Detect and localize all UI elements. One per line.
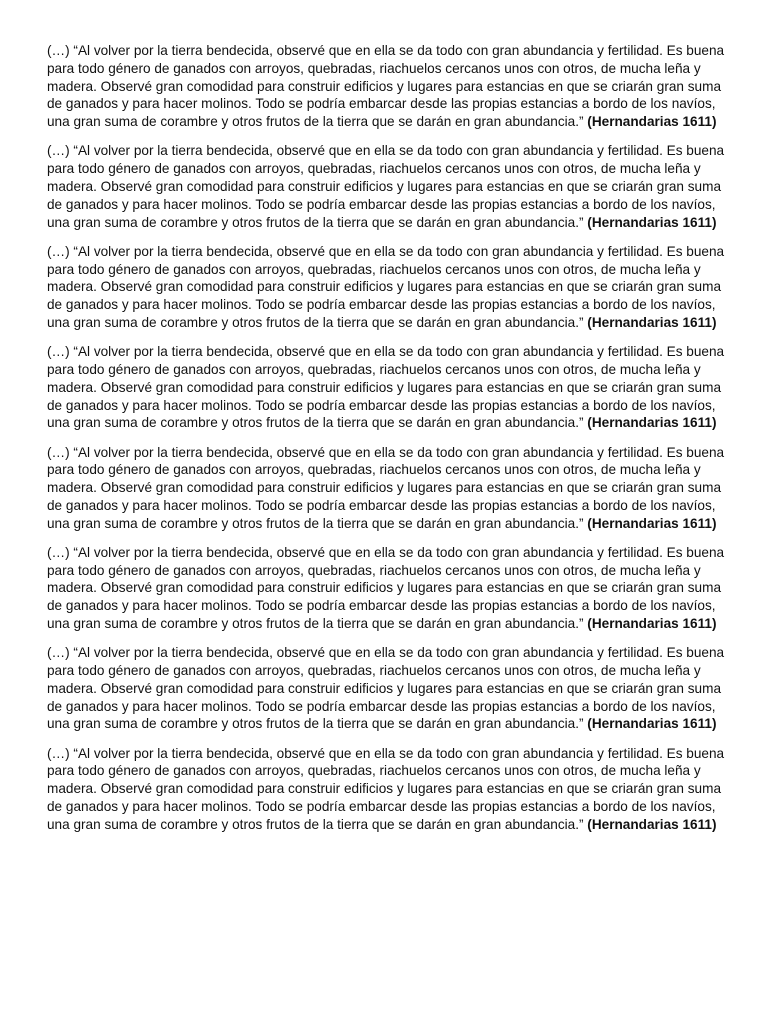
- document-page: [47, 42, 737, 845]
- quote-paragraph-7: [47, 644, 737, 733]
- quote-paragraph-3: [47, 243, 737, 332]
- quote-citation: (Hernandarias 1611): [587, 816, 717, 832]
- quote-citation: (Hernandarias 1611): [587, 515, 717, 531]
- quote-citation: (Hernandarias 1611): [587, 214, 717, 230]
- quote-text: (…) “Al volver por la tierra bendecida, observé que en ella se da todo con gran abundancia y fertilidad. Es buena para todo género de ganados con arroyos, quebradas, riachuelos cercanos unos con otros, de mucha leña y madera. Observé gran comodidad para construir edificios y lugares para estancias en que se criarán gran suma de ganados y para hacer molinos. Todo se podría embarcar desde las propias estancias a bordo de los navíos, una gran suma de corambre y otros frutos de la tierra que se darán en gran abundancia.”: [47, 344, 725, 431]
- quote-citation: (Hernandarias 1611): [587, 415, 717, 431]
- quote-paragraph-1: [47, 42, 737, 131]
- quote-text: (…) “Al volver por la tierra bendecida, observé que en ella se da todo con gran abundancia y fertilidad. Es buena para todo género de ganados con arroyos, quebradas, riachuelos cercanos unos con otros, de mucha leña y madera. Observé gran comodidad para construir edificios y lugares para estancias en que se criarán gran suma de ganados y para hacer molinos. Todo se podría embarcar desde las propias estancias a bordo de los navíos, una gran suma de corambre y otros frutos de la tierra que se darán en gran abundancia.”: [47, 745, 725, 832]
- quote-paragraph-2: [47, 142, 737, 231]
- quote-text: (…) “Al volver por la tierra bendecida, observé que en ella se da todo con gran abundancia y fertilidad. Es buena para todo género de ganados con arroyos, quebradas, riachuelos cercanos unos con otros, de mucha leña y madera. Observé gran comodidad para construir edificios y lugares para estancias en que se criarán gran suma de ganados y para hacer molinos. Todo se podría embarcar desde las propias estancias a bordo de los navíos, una gran suma de corambre y otros frutos de la tierra que se darán en gran abundancia.”: [47, 143, 725, 230]
- quote-citation: (Hernandarias 1611): [587, 716, 717, 732]
- quote-paragraph-5: [47, 444, 737, 533]
- quote-text: (…) “Al volver por la tierra bendecida, observé que en ella se da todo con gran abundancia y fertilidad. Es buena para todo género de ganados con arroyos, quebradas, riachuelos cercanos unos con otros, de mucha leña y madera. Observé gran comodidad para construir edificios y lugares para estancias en que se criarán gran suma de ganados y para hacer molinos. Todo se podría embarcar desde las propias estancias a bordo de los navíos, una gran suma de corambre y otros frutos de la tierra que se darán en gran abundancia.”: [47, 444, 725, 531]
- quote-text: (…) “Al volver por la tierra bendecida, observé que en ella se da todo con gran abundancia y fertilidad. Es buena para todo género de ganados con arroyos, quebradas, riachuelos cercanos unos con otros, de mucha leña y madera. Observé gran comodidad para construir edificios y lugares para estancias en que se criarán gran suma de ganados y para hacer molinos. Todo se podría embarcar desde las propias estancias a bordo de los navíos, una gran suma de corambre y otros frutos de la tierra que se darán en gran abundancia.”: [47, 544, 725, 632]
- quote-text: (…) “Al volver por la tierra bendecida, observé que en ella se da todo con gran abundancia y fertilidad. Es buena para todo género de ganados con arroyos, quebradas, riachuelos cercanos unos con otros, de mucha leña y madera. Observé gran comodidad para construir edificios y lugares para estancias en que se criarán gran suma de ganados y para hacer molinos. Todo se podría embarcar desde las propias estancias a bordo de los navíos, una gran suma de corambre y otros frutos de la tierra que se darán en gran abundancia.”: [47, 243, 725, 330]
- quote-text: (…) “Al volver por la tierra bendecida, observé que en ella se da todo con gran abundancia y fertilidad. Es buena para todo género de ganados con arroyos, quebradas, riachuelos cercanos unos con otros, de mucha leña y madera. Observé gran comodidad para construir edificios y lugares para estancias en que se criarán gran suma de ganados y para hacer molinos. Todo se podría embarcar desde las propias estancias a bordo de los navíos, una gran suma de corambre y otros frutos de la tierra que se darán en gran abundancia.”: [47, 645, 725, 732]
- quote-citation: (Hernandarias 1611): [587, 114, 717, 130]
- quote-text: (…) “Al volver por la tierra bendecida, observé que en ella se da todo con gran abundancia y fertilidad. Es buena para todo género de ganados con arroyos, quebradas, riachuelos cercanos unos con otros, de mucha leña y madera. Observé gran comodidad para construir edificios y lugares para estancias en que se criarán gran suma de ganados y para hacer molinos. Todo se podría embarcar desde las propias estancias a bordo de los navíos, una gran suma de corambre y otros frutos de la tierra que se darán en gran abundancia.”: [47, 43, 725, 130]
- quote-paragraph-4: [47, 343, 737, 432]
- quote-citation: (Hernandarias 1611): [587, 314, 717, 330]
- quote-paragraph-8: [47, 745, 737, 834]
- quote-paragraph-6: [47, 544, 737, 633]
- quote-citation: (Hernandarias 1611): [587, 616, 717, 632]
